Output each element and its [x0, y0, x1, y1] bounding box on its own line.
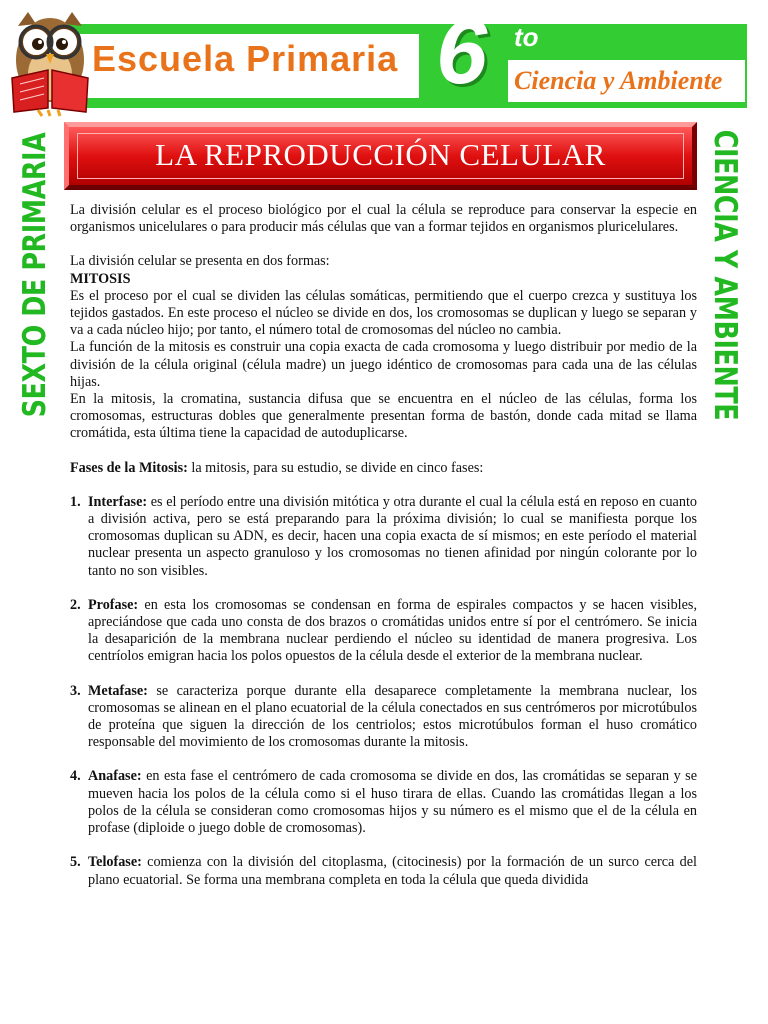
phases-label: Fases de la Mitosis: [70, 459, 188, 476]
phase-text: se caracteriza porque durante ella desaparece completamente la membrana nuclear, los cromosomas se alinean en el plano ecuatorial de la célula conectados en sus centrómeros por microtúbulos de proteína que siguen la dirección de los centriolos; estos microtúbulos forman el huso cromático responsable del movimiento de los cromosomas durante la mitosis. [88, 682, 697, 751]
owl-reading-book-icon [8, 8, 92, 118]
grade-suffix: to [514, 22, 539, 52]
list-item [70, 683, 697, 752]
subject-title: Ciencia y Ambiente [514, 66, 723, 95]
mitosis-paragraph-3: En la mitosis, la cromatina, sustancia difusa que se encuentra en el núcleo de las células, forma los cromosomas, estructuras dobles que generalmente presentan forma de bastón, donde cada mitad se llama cromátida, esta última tiene la capacidad de autoduplicarse. [70, 391, 697, 442]
page-title: LA REPRODUCCIÓN CELULAR [155, 137, 606, 172]
side-label-left-text: SEXTO DE PRIMARIA [17, 132, 53, 418]
list-item [70, 597, 697, 666]
phase-name: Anafase: [88, 768, 142, 785]
phase-number: 5. [70, 854, 81, 871]
side-label-left [10, 130, 60, 420]
phase-name: Metafase: [88, 682, 148, 699]
grade-number: 6 [436, 1, 488, 103]
phase-name: Interfase: [88, 493, 148, 510]
list-item [70, 768, 697, 837]
mitosis-paragraph-2: La función de la mitosis es construir una copia exacta de cada cromosoma y luego distribuir por medio de la división de la célula original (célula madre) un juego idéntico de cromosomas para cada una de las células hijas. [70, 339, 697, 390]
forms-paragraph: La división celular se presenta en dos formas: [70, 253, 330, 270]
phase-name: Profase: [88, 596, 139, 613]
intro-paragraph: La división celular es el proceso biológico por el cual la célula se reproduce para conservar la especie en organismos unicelulares o para producir más células que van a formar tejidos en organismos pluricelulares. [70, 202, 697, 236]
side-label-right-text: CIENCIA Y AMBIENTE [707, 129, 743, 421]
mitosis-heading: MITOSIS [70, 270, 131, 287]
side-label-right [700, 130, 750, 420]
phase-text: comienza con la división del citoplasma, (citocinesis) por la formación de un surco cerca del plano ecuatorial. Se forma una membrana completa en toda la célula que queda dividida [88, 854, 697, 888]
phases-intro-text: la mitosis, para su estudio, se divide en cinco fases: [187, 459, 484, 476]
phase-text: es el período entre una división mitótica y otra durante el cual la célula está en reposo en cuanto a división activa, pero se está preparando para la próxima división; lo cual se manifiesta porque los cromosomas duplican su ADN, es decir, hacen una copia exacta de sí mismos; en este período el material nuclear presenta un aspecto granuloso y los cromosomas no tienen afinidad por ningún colorante por lo tanto no son visibles. [88, 493, 697, 579]
phase-number: 3. [70, 682, 81, 699]
school-title: Escuela Primaria [92, 38, 399, 79]
document-body [70, 202, 697, 889]
list-item [70, 854, 697, 888]
phase-name: Telofase: [88, 854, 142, 871]
list-item [70, 494, 697, 580]
phases-list [70, 494, 697, 889]
phase-number: 2. [70, 596, 81, 613]
phase-text: en esta los cromosomas se condensan en forma de espirales compactos y se hacen visibles, apreciándose que cada uno consta de dos brazos o cromátidas unidos entre sí por el centrómero. Se inicia la desaparición de la membrana nuclear perdiendo el núcleo su identidad de manera progresiva. Los centríolos emigran hacia los polos opuestos de la célula desde el exterior de la membrana nuclear. [88, 596, 697, 665]
phase-text: en esta fase el centrómero de cada cromosoma se divide en dos, las cromátidas se separan y se mueven hacia los polos de la célula como si el huso tirara de ellas. Cuando las cromátidas llegan a los polos de la célula se consideran como cromosomas hijos y su número es el mismo que el de la célula en profase (diploide o juego doble de cromosomas). [88, 768, 697, 837]
phase-number: 4. [70, 768, 81, 785]
phases-intro-paragraph [70, 460, 697, 477]
title-banner [64, 122, 697, 190]
mitosis-paragraph-1: Es el proceso por el cual se dividen las células somáticas, permitiendo que el cuerpo crezca y sustituya los tejidos gastados. En este proceso el núcleo se divide en dos, los cromosomas se duplican y luego se separan y va a cada núcleo hijo; por tanto, el número total de cromosomas del núcleo no cambia. [70, 287, 697, 339]
phase-number: 1. [70, 493, 81, 510]
